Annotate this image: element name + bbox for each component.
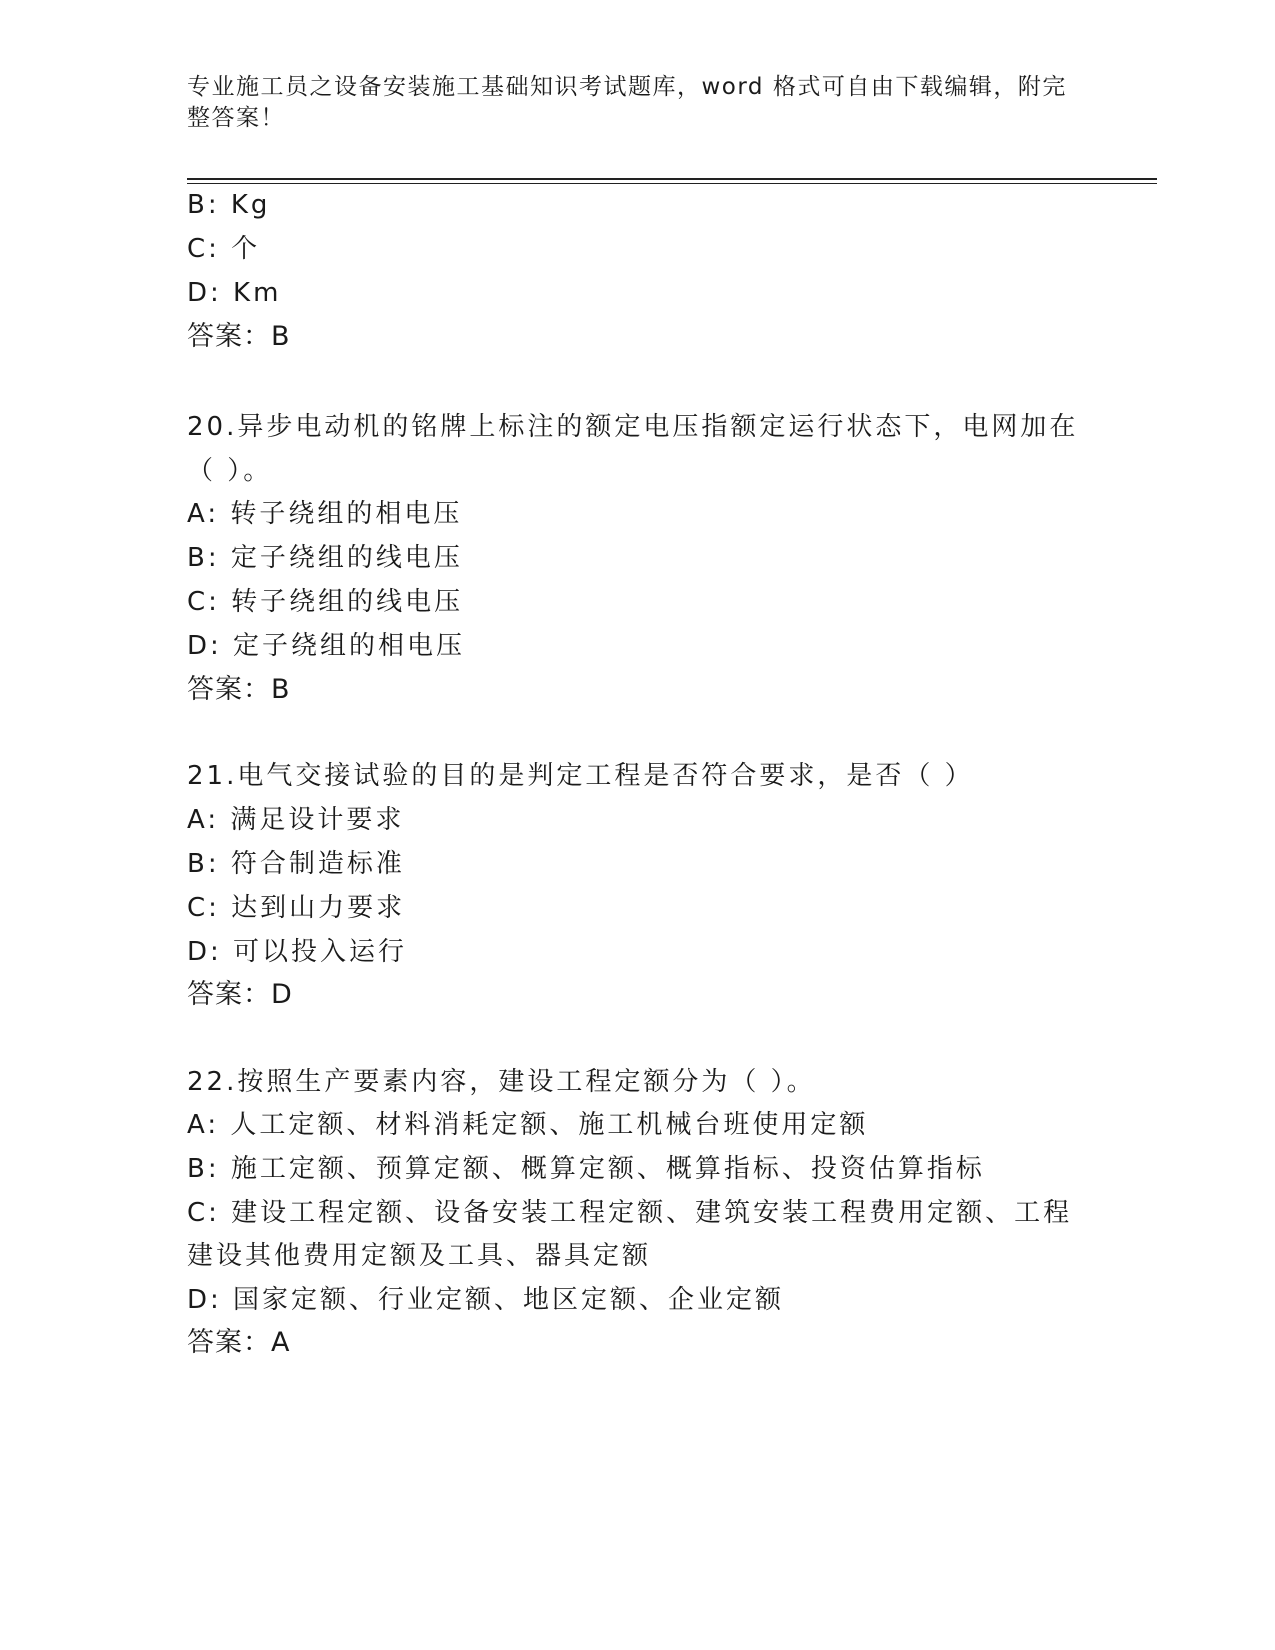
- header-divider-thin: [187, 183, 1157, 184]
- q19-option-c: C: 个: [187, 234, 261, 264]
- header-line-2: 整答案！: [187, 105, 285, 131]
- q22-option-c-line-2: 建设其他费用定额及工具、器具定额: [187, 1241, 652, 1271]
- q22-option-a: A: 人工定额、材料消耗定额、施工机械台班使用定额: [187, 1110, 869, 1140]
- q22-option-c-line-1: C: 建设工程定额、设备安装工程定额、建筑安装工程费用定额、工程: [187, 1198, 1073, 1228]
- q20-stem-line-2: （ ）。: [187, 456, 273, 486]
- q22-option-b: B: 施工定额、预算定额、概算定额、概算指标、投资估算指标: [187, 1154, 985, 1184]
- header-line-1: 专业施工员之设备安装施工基础知识考试题库，word 格式可自由下载编辑，附完: [187, 74, 1067, 100]
- header-divider-thick: [187, 178, 1157, 180]
- q21-option-a: A: 满足设计要求: [187, 805, 405, 835]
- q22-stem: 22.按照生产要素内容，建设工程定额分为（ ）。: [187, 1067, 816, 1097]
- q20-option-d: D: 定子绕组的相电压: [187, 631, 466, 661]
- q21-option-d: D: 可以投入运行: [187, 937, 408, 967]
- page-header: [187, 72, 1067, 134]
- q21-option-b: B: 符合制造标准: [187, 849, 405, 879]
- q20-option-b: B: 定子绕组的线电压: [187, 543, 463, 573]
- q19-option-d: D: Km: [187, 278, 282, 308]
- q21-answer: 答案：D: [187, 979, 293, 1010]
- q19-option-b: B: Kg: [187, 190, 271, 220]
- q20-stem-line-1: 20.异步电动机的铭牌上标注的额定电压指额定运行状态下，电网加在: [187, 412, 1079, 442]
- q20-option-c: C: 转子绕组的线电压: [187, 587, 464, 617]
- q20-option-a: A: 转子绕组的相电压: [187, 499, 463, 529]
- q22-option-d: D: 国家定额、行业定额、地区定额、企业定额: [187, 1285, 785, 1315]
- q20-answer: 答案：B: [187, 674, 291, 705]
- q22-answer: 答案：A: [187, 1327, 291, 1358]
- q21-stem: 21.电气交接试验的目的是判定工程是否符合要求，是否（ ）: [187, 761, 974, 791]
- q21-option-c: C: 达到山力要求: [187, 893, 406, 923]
- q19-answer: 答案：B: [187, 321, 291, 352]
